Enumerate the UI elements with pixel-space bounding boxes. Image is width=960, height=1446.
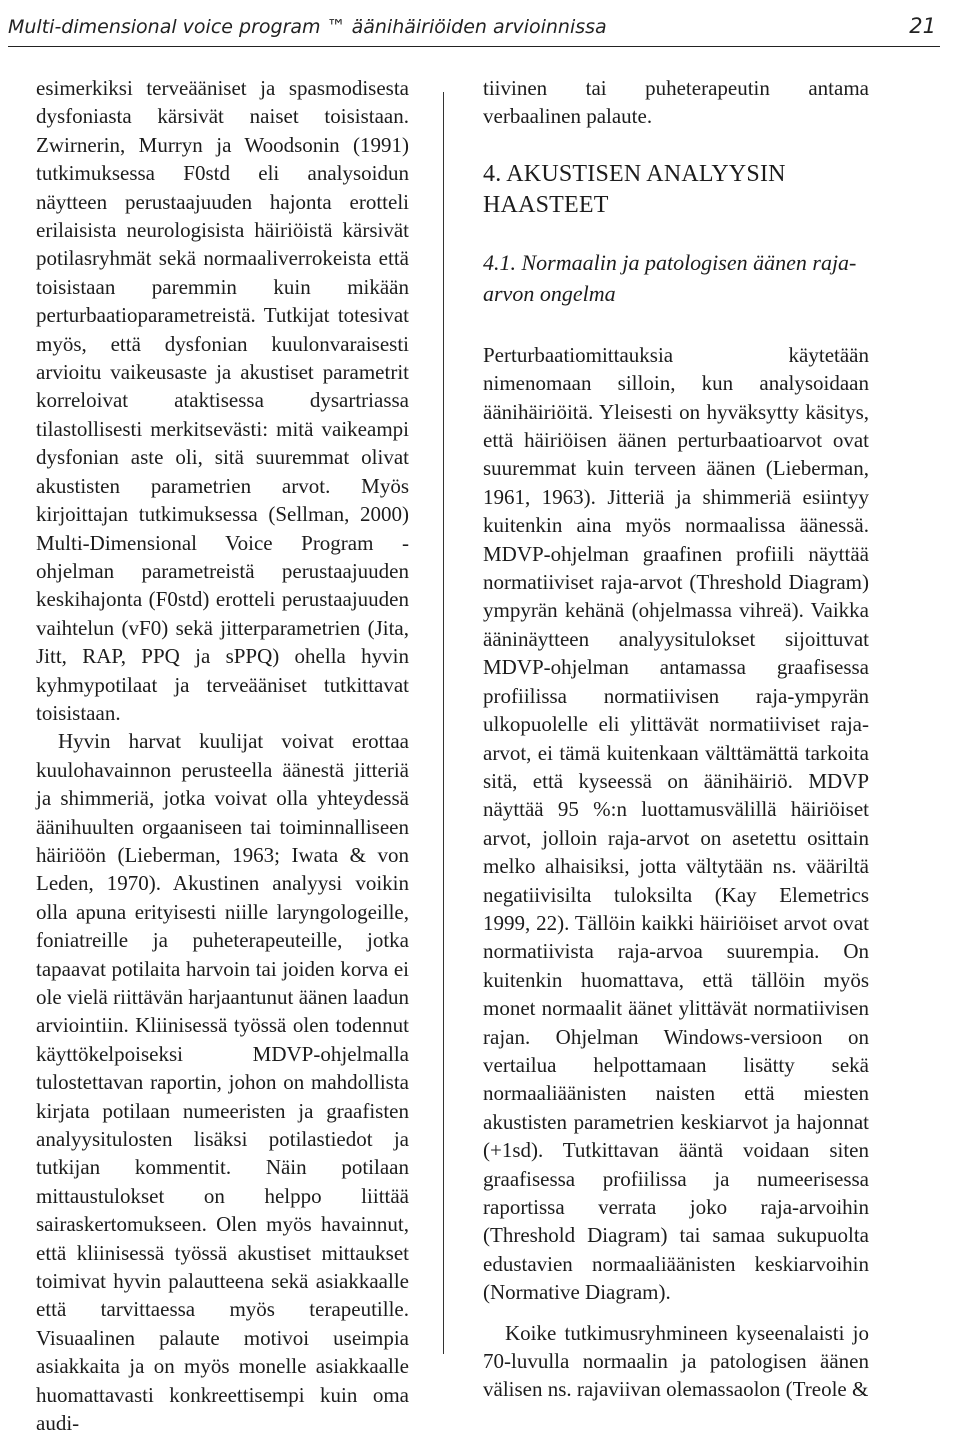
right-column [483,74,869,1404]
paragraph: Hyvin harvat kuulijat voivat erottaa kuulohavainnon perusteella äänestä jitteriä ja shimmeriä, jotka voivat olla yhteydessä äänihuulten orgaaniseen tai toiminnalliseen häiriöön (Lieberman, 1963; Iwata & von Leden, 1970). Akustinen analyysi voikin olla apuna erityisesti niille laryngologeille, foniatreille ja puheterapeuteille, jotka tapaavat potilaita harvoin tai joiden korva ei ole vielä riittävän harjaantunut äänen laadun arviointiin. Kliinisessä työssä olen todennut käyttökelpoiseksi MDVP-ohjelmalla tulostettavan raportin, johon on mahdollista kirjata potilaan numeeristen ja graafisten analyysitulosten lisäksi potilastiedot ja tutkijan kommentit. Näin potilaan mittaustulokset on helppo liittää sairaskertomukseen. Olen myös havainnut, että kliinisessä työssä akustiset mittaukset toimivat hyvin palautteena sekä asiakkaalle että tarvittaessa myös terapeutille. Visuaalinen palaute motivoi useimpia asiakkaita ja on myös monelle asiakkaalle huomattavasti konkreettisempi kuin oma audi- [36,729,409,1436]
paragraph-continued: esimerkiksi terveääniset ja spasmodisesta dysfoniasta kärsivät naiset toisistaan. Zwirnerin, Murryn ja Woodsonin (1991) tutkimuksessa F0std eli analysoidun näytteen perustaajuuden hajonta erotteli erilaisista neurologisista häiriöistä kärsivät potilasryhmät sekä normaaliverrokeista että toisistaan paremmin kuin mikään perturbaatioparametreistä. Tutkijat totesivat myös, että dysfonian kuulonvaraisesti arvioitu vaikeusaste ja akustiset parametrit korreloivat ataktisessa dysartriassa tilastollisesti merkitsevästi: mitä vaikeampi dysfonian aste oli, sitä suuremmat olivat akustisten parametrien arvot. Myös kirjoittajan tutkimuksessa (Sellman, 2000) Multi-Dimensional Voice Program -ohjelman parametreistä perustaajuuden keskihajonta (F0std) erotteli perustaajuuden vaihtelun (vF0) sekä jitterparametrien (Jita, Jitt, RAP, PPQ ja sPPQ) ohella hyvin kyhmypotilaat ja terveääniset tutkittavat toisistaan. [36,76,409,725]
paragraph: Perturbaatiomittauksia käytetään nimenomaan silloin, kun analysoidaan äänihäiriöitä. Yleisesti on hyväksytty käsitys, että häiriöisen äänen perturbaatioarvot ovat suuremmat kuin terveen äänen (Lieberman, 1961, 1963). Jitteriä ja shimmeriä esiintyy kuitenkin aina myös normaalissa äänessä. MDVP-ohjelman graafinen profiili näyttää normatiiviset raja-arvot (Threshold Diagram) ympyrän kehänä (ohjelmassa vihreä). Vaikka ääninäytteen analyysitulokset sijoittuvat MDVP-ohjelman antamassa graafisessa profiilissa normatiivisen raja-ympyrän ulkopuolelle eli ylittävät normatiiviset raja-arvot, ei tämä kuitenkaan välttämättä tarkoita sitä, että kyseessä on äänihäiriö. MDVP näyttää 95 %:n luottamusvälillä häiriöiset arvot, jolloin raja-arvot on asetettu osittain melko alhaisiksi, jotta vältytään ns. vääriltä negatiivisilta tuloksilta (Kay Elemetrics 1999, 22). Tällöin kaikki häiriöiset arvot ovat normatiivista raja-arvoa suurempia. On kuitenkin huomattava, että tällöin myös monet normaalit äänet ylittävät normatiivisen rajan. Ohjelman Windows-versioon on vertailua helpottamaan lisätty sekä normaaliäänisten naisten että miesten akustisten parametrien keskiarvot ja hajonnat (+1sd). Tutkittavan ääntä voidaan siten graafisessa profiilissa ja numeerisessa raportissa verrata joko raja-arvoihin (Threshold Diagram) tai samaa sukupuolta edustavien normaaliäänisten keskiarvoihin (Normative Diagram). [483,342,869,1305]
left-column [36,74,409,1438]
paragraph-continued: tiivinen tai puheterapeutin antama verbaalinen palaute. [483,76,869,129]
running-header [8,6,940,47]
page-number: 21 [909,14,936,38]
running-title: Multi-dimensional voice program ™ äänihäiriöiden arvioinnissa [8,16,607,38]
paragraph: Koike tutkimusryhmineen kyseenalaisti jo 70-luvulla normaalin ja patologisen äänen välisen ns. rajaviivan olemassaolon (Treole & [483,1320,869,1402]
section-heading: 4. AKUSTISEN ANALYYSIN HAASTEET [483,160,786,218]
subsection-heading: 4.1. Normaalin ja patologisen äänen raja-arvon ongelma [483,249,857,306]
column-divider [443,92,444,1354]
